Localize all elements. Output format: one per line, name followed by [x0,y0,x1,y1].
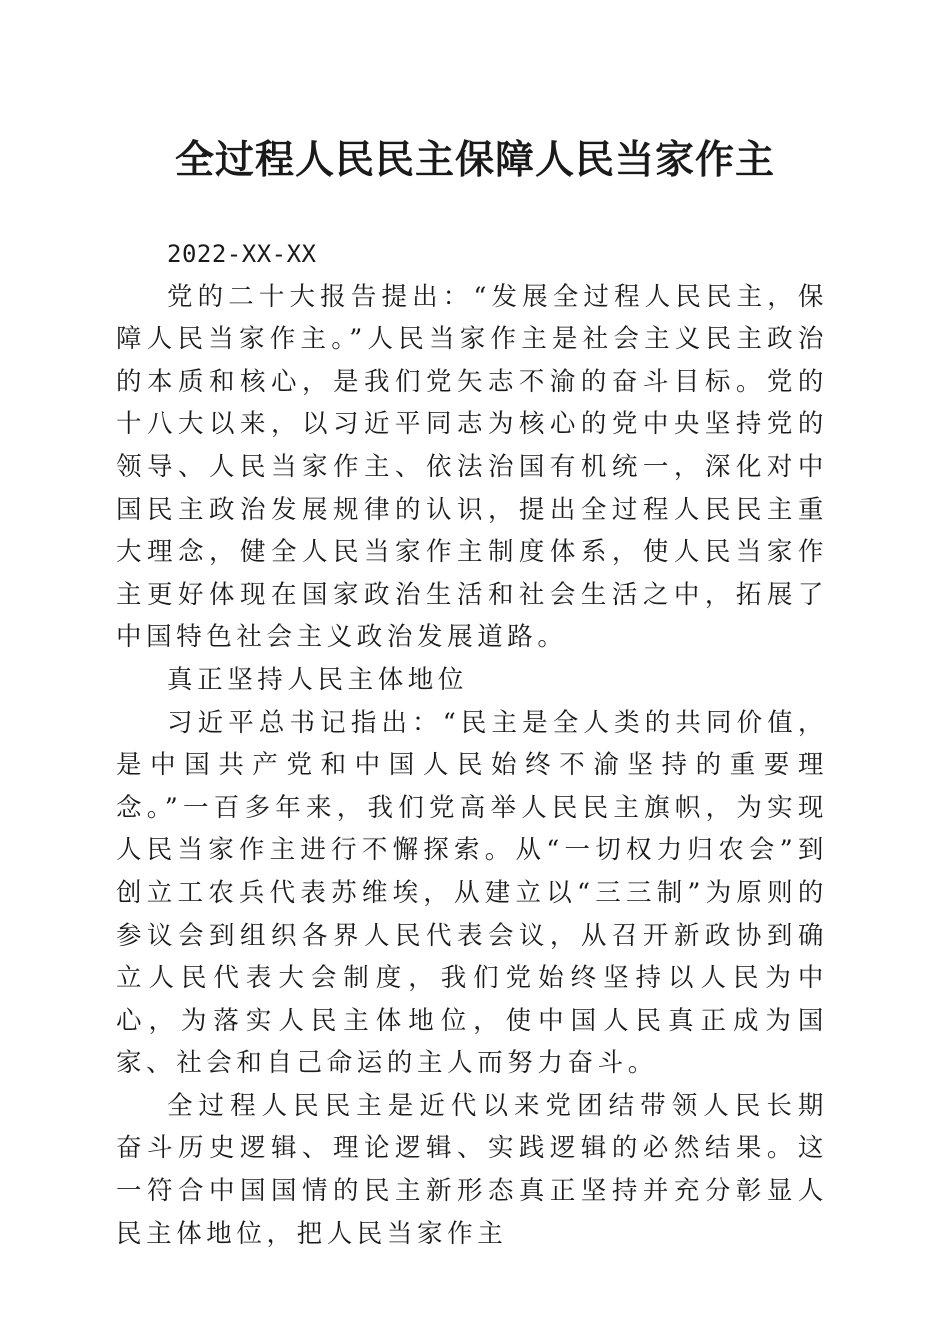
document-title: 全过程人民民主保障人民当家作主 [174,137,775,183]
section-heading: 真正坚持人民主体地位 [167,664,469,695]
document-body [116,233,828,1255]
document-date: 2022-XX-XX [167,240,317,268]
paragraph-whole-process: 全过程人民民主是近代以来党团结带领人民长期奋斗历史逻辑、理论逻辑、实践逻辑的必然结果。这一符合中国国情的民主新形态真正坚持并充分彰显人民主体地位，把人民当家作主 [116,1090,828,1249]
paragraph-history: 习近平总书记指出：“民主是全人类的共同价值，是中国共产党和中国人民始终不渝坚持的重要理念。”一百多年来，我们党高举人民民主旗帜，为实现人民当家作主进行不懈探索。从“一切权力归农会”到创立工农兵代表苏维埃，从建立以“三三制”为原则的参议会到组织各界人民代表会议，从召开新政协到确立人民代表大会制度，我们党始终坚持以人民为中心，为落实人民主体地位，使中国人民真正成为国家、社会和自己命运的主人而努力奋斗。 [116,707,828,1079]
paragraph-intro: 党的二十大报告提出：“发展全过程人民民主，保障人民当家作主。”人民当家作主是社会主义民主政治的本质和核心，是我们党矢志不渝的奋斗目标。党的十八大以来，以习近平同志为核心的党中央坚持党的领导、人民当家作主、依法治国有机统一，深化对中国民主政治发展规律的认识，提出全过程人民民主重大理念，健全人民当家作主制度体系，使人民当家作主更好体现在国家政治生活和社会生活之中，拓展了中国特色社会主义政治发展道路。 [116,281,828,653]
